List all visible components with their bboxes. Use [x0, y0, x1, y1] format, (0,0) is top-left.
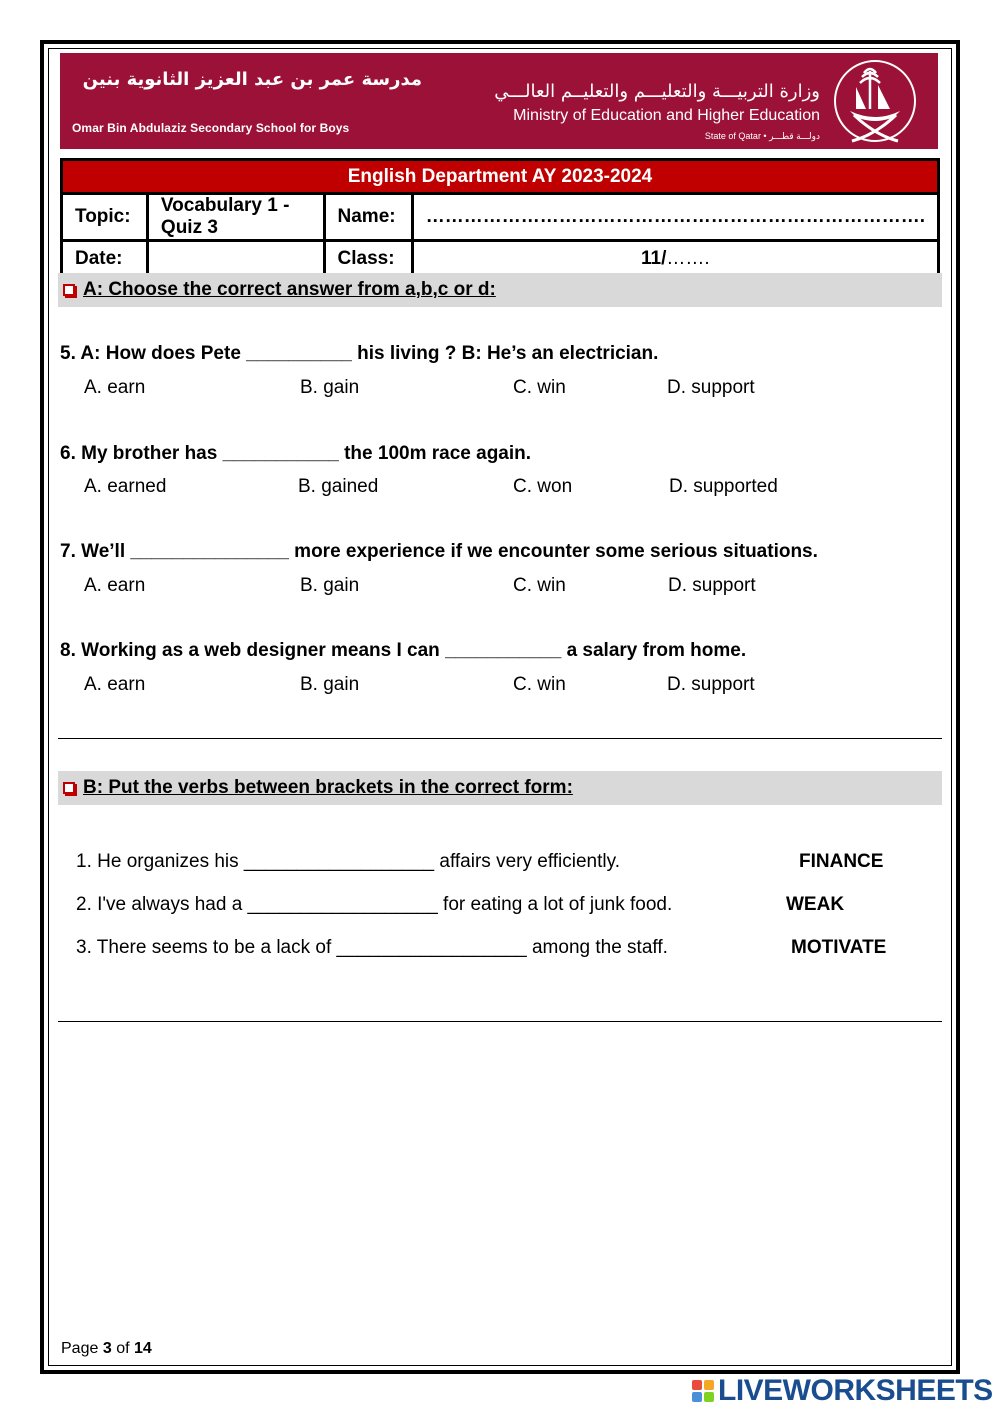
- question-6: 6. My brother has ___________ the 100m race again.: [60, 443, 532, 464]
- question-7: 7. We’ll _______________ more experience if we encounter some serious situations.: [60, 541, 818, 562]
- q7-option-d[interactable]: D. support: [668, 575, 756, 596]
- q7-option-a[interactable]: A. earn: [84, 575, 146, 596]
- quiz-info-table: [60, 158, 940, 279]
- page-current: 3: [102, 1340, 112, 1357]
- section-b-title: B: Put the verbs between brackets in the correct form:: [83, 777, 573, 798]
- section-b-heading: [58, 771, 942, 805]
- q8-option-b[interactable]: B. gain: [300, 674, 360, 695]
- topic-label: Topic:: [62, 194, 148, 241]
- q7-option-b[interactable]: B. gain: [300, 575, 360, 596]
- q6-option-c[interactable]: C. won: [513, 476, 573, 497]
- of-word: of: [116, 1340, 130, 1357]
- school-name-english: Omar Bin Abdulaziz Secondary School for Boys: [72, 121, 350, 135]
- class-value: 11/: [641, 248, 667, 269]
- class-label: Class:: [324, 241, 412, 278]
- state-label: State of Qatar • دولـــة قطـــر: [704, 131, 820, 141]
- checkbox-bullet-icon: [63, 284, 75, 296]
- b-item-2-word: WEAK: [786, 894, 845, 915]
- school-banner: [60, 53, 938, 149]
- b-item-3: 3. There seems to be a lack of __________________ among the staff.: [76, 937, 668, 958]
- page-number: [61, 1340, 152, 1358]
- page-word: Page: [61, 1340, 99, 1357]
- ministry-name-english: Ministry of Education and Higher Education: [513, 107, 820, 124]
- liveworksheets-text: LIVEWORKSHEETS: [718, 1374, 993, 1407]
- liveworksheets-logo: [692, 1375, 993, 1407]
- name-label: Name:: [324, 194, 412, 241]
- question-8: 8. Working as a web designer means I can ___________ a salary from home.: [60, 640, 747, 661]
- q8-option-d[interactable]: D. support: [667, 674, 755, 695]
- q8-option-c[interactable]: C. win: [513, 674, 566, 695]
- q8-option-a[interactable]: A. earn: [84, 674, 146, 695]
- section-a-heading: [58, 273, 942, 307]
- b-item-1-word: FINANCE: [799, 851, 884, 872]
- q5-option-b[interactable]: B. gain: [300, 377, 360, 398]
- q6-option-a[interactable]: A. earned: [84, 476, 167, 497]
- divider-line: [58, 738, 942, 739]
- b-item-1: 1. He organizes his __________________ affairs very efficiently.: [76, 851, 620, 872]
- q6-option-d[interactable]: D. supported: [669, 476, 778, 497]
- question-5: 5. A: How does Pete __________ his living ? B: He’s an electrician.: [60, 343, 659, 364]
- date-label: Date:: [62, 241, 148, 278]
- topic-value: Vocabulary 1 - Quiz 3: [147, 194, 324, 241]
- checkbox-bullet-icon: [63, 782, 75, 794]
- q7-option-c[interactable]: C. win: [513, 575, 566, 596]
- liveworksheets-grid-icon: [692, 1380, 714, 1402]
- class-dots: …….: [666, 248, 710, 269]
- qatar-emblem-icon: [832, 57, 918, 145]
- q5-option-d[interactable]: D. support: [667, 377, 755, 398]
- q6-option-b[interactable]: B. gained: [298, 476, 379, 497]
- name-field[interactable]: …………………………………………………………………….: [412, 194, 938, 241]
- q5-option-a[interactable]: A. earn: [84, 377, 146, 398]
- date-field[interactable]: [147, 241, 324, 278]
- school-name-arabic: مدرسة عمر بن عبد العزيز الثانوية بنين: [82, 69, 422, 90]
- q5-option-c[interactable]: C. win: [513, 377, 566, 398]
- department-title: English Department AY 2023-2024: [62, 160, 939, 194]
- ministry-name-arabic: وزارة التربيـــة والتعليـــم والتعليــم العالـــي: [494, 81, 820, 102]
- b-item-3-word: MOTIVATE: [791, 937, 887, 958]
- page-total: 14: [133, 1340, 152, 1357]
- class-field[interactable]: [412, 241, 938, 278]
- b-item-2: 2. I've always had a __________________ for eating a lot of junk food.: [76, 894, 673, 915]
- section-a-title: A: Choose the correct answer from a,b,c or d:: [83, 279, 496, 300]
- divider-line: [58, 1021, 942, 1022]
